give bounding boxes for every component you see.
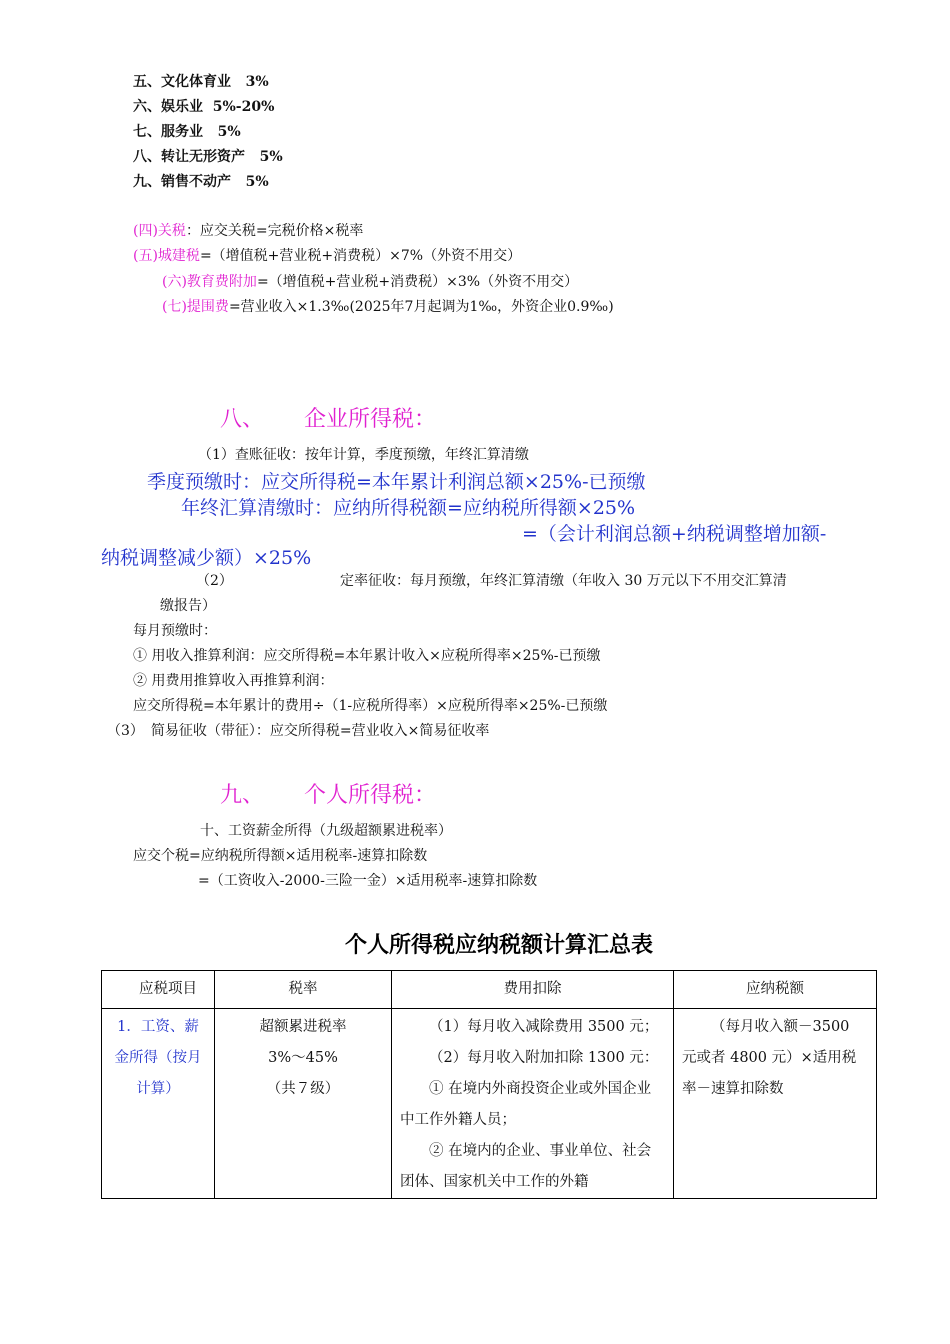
header-rate: 税率	[215, 971, 392, 1009]
table-row	[102, 1009, 877, 1199]
corp-tax-heading: 八、 企业所得税：	[220, 407, 437, 432]
personal-tax-heading: 九、 个人所得税：	[220, 783, 437, 808]
header-tax-amount: 应纳税额	[674, 971, 877, 1009]
table-title: 个人所得税应纳税额计算汇总表	[345, 932, 654, 958]
corp-tax-item3: （3） 简易征收（带征）：应交所得税=营业收入×简易征收率	[107, 723, 490, 739]
personal-tax-p2: 应交个税=应纳税所得额×适用税率-速算扣除数	[133, 848, 428, 864]
deduction-line: ① 在境内外商投资企业或外国企业中工作外籍人员；	[400, 1081, 652, 1128]
header-taxable-item: 应税项目	[102, 971, 215, 1009]
personal-tax-p1: 十、工资薪金所得（九级超额累进税率）	[200, 823, 452, 839]
deduction-line: （2）每月收入附加扣除 1300 元：	[429, 1050, 659, 1066]
industry-9: 九、销售不动产 5%	[133, 174, 269, 190]
corp-tax-quarterly: 季度预缴时：应交所得税=本年累计利润总额×25%-已预缴	[147, 471, 646, 493]
personal-tax-p3: =（工资收入-2000-三险一金）×适用税率-速算扣除数	[198, 873, 538, 889]
industry-5: 五、文化体育业 3%	[133, 74, 269, 90]
deduction-line: ② 在境内的企业、事业单位、社会团体、国家机关中工作的外籍	[400, 1143, 652, 1190]
tax-customs: (四)关税：应交关税=完税价格×税率	[133, 223, 364, 239]
tax-city-construction: (五)城建税=（增值税+营业税+消费税）×7%（外资不用交）	[133, 248, 522, 264]
deduction-line: （1）每月收入减除费用 3500 元；	[429, 1019, 659, 1035]
corp-tax-m3: 应交所得税=本年累计的费用÷（1-应税所得率）×应税所得率×25%-已预缴	[133, 698, 608, 714]
corp-tax-item2-cont: 缴报告）	[160, 598, 216, 614]
cell-amount: （每月收入额－3500 元或者 4800 元）×适用税率－速算扣除数	[674, 1009, 877, 1199]
corp-tax-m1: ① 用收入推算利润：应交所得税=本年累计收入×应税所得率×25%-已预缴	[133, 648, 601, 664]
corp-tax-item2-num: （2）	[196, 573, 233, 589]
cell-deduction	[392, 1009, 674, 1199]
table-header-row	[102, 971, 877, 1009]
corp-tax-item2-text: 定率征收：每月预缴，年终汇算清缴（年收入 30 万元以下不用交汇算清	[340, 573, 787, 589]
corp-tax-monthly: 每月预缴时：	[133, 623, 217, 639]
corp-tax-item1: （1）查账征收：按年计算，季度预缴，年终汇算清缴	[198, 447, 529, 463]
industry-8: 八、转让无形资产 5%	[133, 149, 283, 165]
rate-line: （共７级）	[266, 1081, 340, 1097]
cell-item: 1．工资、薪金所得（按月计算）	[102, 1009, 215, 1199]
corp-tax-annual: 年终汇算清缴时：应纳所得税额=应纳税所得额×25%	[181, 497, 636, 519]
tax-flood-fee: (七)提围费=营业收入×1.3‰(2025年7月起调为1‰，外资企业0.9‰)	[162, 299, 614, 315]
summary-table	[101, 970, 877, 1199]
industry-7: 七、服务业 5%	[133, 124, 241, 140]
corp-tax-m2: ② 用费用推算收入再推算利润：	[133, 673, 334, 689]
cell-rate	[215, 1009, 392, 1199]
corp-tax-annual-cont2: 纳税调整减少额）×25%	[101, 547, 312, 569]
header-deduction: 费用扣除	[392, 971, 674, 1009]
rate-line: 超额累进税率	[259, 1019, 347, 1035]
rate-line: 3%～45%	[268, 1050, 338, 1066]
industry-6: 六、娱乐业 5%-20%	[133, 99, 275, 115]
tax-education-surcharge: (六)教育费附加=（增值税+营业税+消费税）×3%（外资不用交）	[162, 274, 579, 290]
corp-tax-annual-cont1: =（会计利润总额+纳税调整增加额-	[522, 523, 827, 545]
